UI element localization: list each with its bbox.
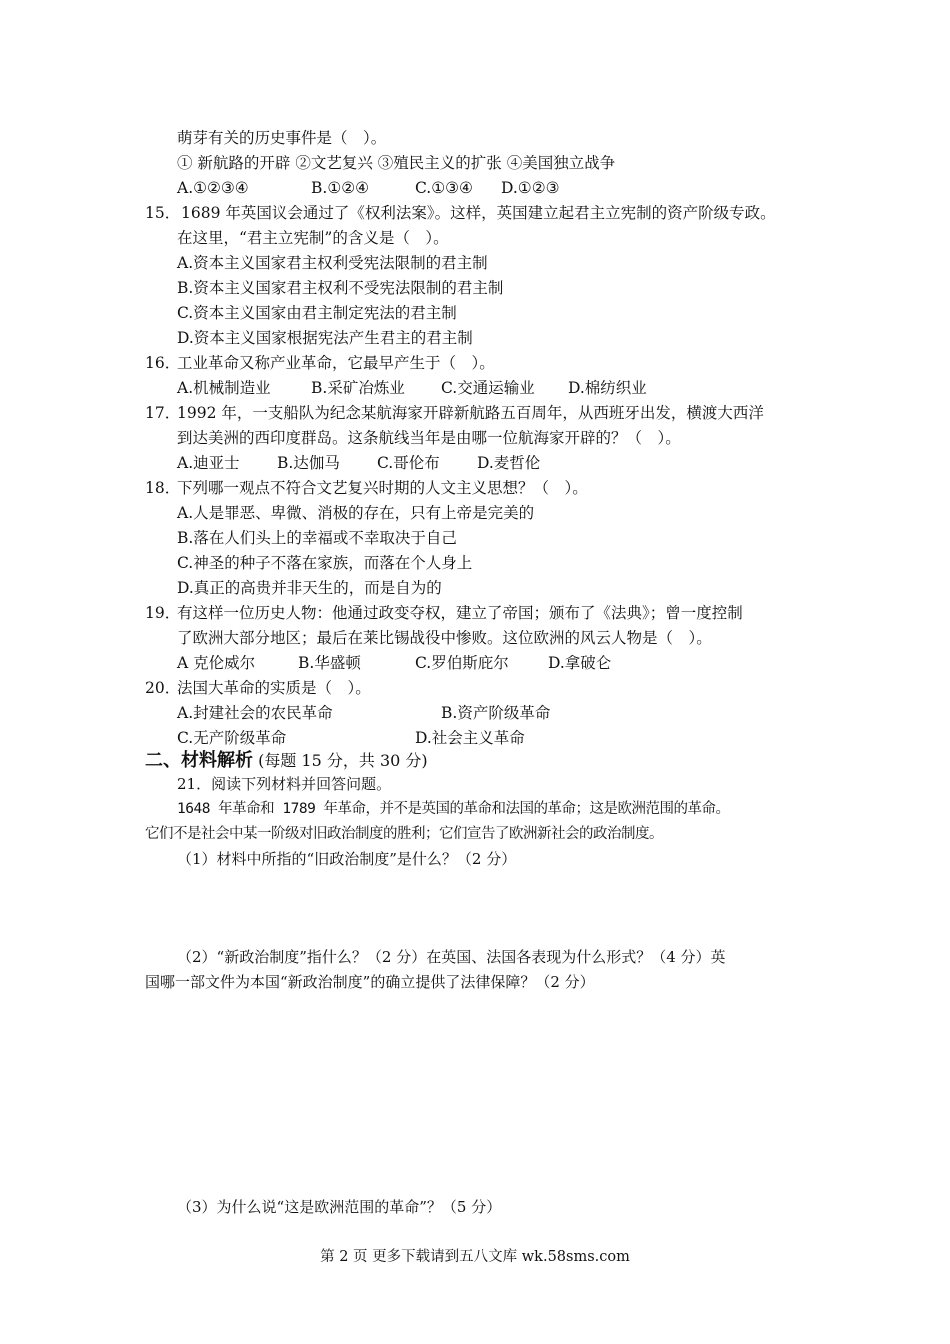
question-15-option-b: B.资本主义国家君主权利不受宪法限制的君主制 — [177, 279, 504, 297]
question-16-option-d: D.棉纺织业 — [568, 379, 647, 397]
question-14-continuation: 萌芽有关的历史事件是（ ）。 — [177, 129, 387, 147]
question-19-number: 19． — [145, 604, 181, 622]
section-2-title: 二、材料解析 — [145, 750, 253, 771]
question-17-option-c: C.哥伦布 — [377, 454, 440, 472]
question-20-option-b: B.资产阶级革命 — [441, 704, 551, 722]
question-17-option-d: D.麦哲伦 — [477, 454, 541, 472]
question-16-option-b: B.采矿冶炼业 — [311, 379, 405, 397]
question-19-line-1: 有这样一位历史人物：他通过政变夺权，建立了帝国；颁布了《法典》；曾一度控制 — [177, 604, 743, 622]
question-18-option-c: C.神圣的种子不落在家族，而落在个人身上 — [177, 554, 473, 572]
question-17-number: 17． — [145, 404, 181, 422]
question-17-option-a: A.迪亚士 — [177, 454, 240, 472]
question-21-sub-3: （3）为什么说“这是欧洲范围的革命”？（5 分） — [177, 1198, 502, 1216]
question-16-line-1: 工业革命又称产业革命，它最早产生于（ ）。 — [177, 354, 495, 372]
question-15-option-c: C.资本主义国家由君主制定宪法的君主制 — [177, 304, 457, 322]
question-21-intro: 21．阅读下列材料并回答问题。 — [177, 775, 392, 793]
question-15-number: 15． — [145, 204, 181, 222]
question-19-option-c: C.罗伯斯庇尔 — [415, 654, 509, 672]
question-15-line-1: 1689 年英国议会通过了《权利法案》。这样，英国建立起君主立宪制的资产阶级专政。 — [181, 204, 776, 222]
question-14-items: ① 新航路的开辟 ②文艺复兴 ③殖民主义的扩张 ④美国独立战争 — [177, 154, 616, 172]
question-16-number: 16． — [145, 354, 181, 372]
question-18-option-d: D.真正的高贵并非天生的，而是自为的 — [177, 579, 442, 597]
question-21-sub-2-line-1: （2）“新政治制度”指什么？（2 分）在英国、法国各表现为什么形式？（4 分）英 — [177, 948, 726, 966]
question-17-line-1: 1992 年，一支船队为纪念某航海家开辟新航路五百周年，从西班牙出发，横渡大西洋 — [177, 404, 764, 422]
question-18-option-a: A.人是罪恶、卑微、消极的存在，只有上帝是完美的 — [177, 504, 535, 522]
page-footer: 第 2 页 更多下载请到五八文库 wk.58sms.com — [320, 1249, 630, 1265]
question-21-sub-2-line-2: 国哪一部文件为本国“新政治制度”的确立提供了法律保障？（2 分） — [145, 973, 595, 991]
question-18-line-1: 下列哪一观点不符合文艺复兴时期的人文主义思想？（ ）。 — [177, 479, 588, 497]
question-16-option-c: C.交通运输业 — [441, 379, 535, 397]
question-20-number: 20． — [145, 679, 181, 697]
question-15-option-a: A.资本主义国家君主权利受宪法限制的君主制 — [177, 254, 488, 272]
question-19-option-d: D.拿破仑 — [548, 654, 612, 672]
question-14-option-b: B.①②④ — [311, 179, 370, 197]
question-20-option-d: D.社会主义革命 — [415, 729, 525, 747]
question-17-line-2: 到达美洲的西印度群岛。这条航线当年是由哪一位航海家开辟的？（ ）。 — [177, 429, 681, 447]
question-21-sub-1: （1）材料中所指的“旧政治制度”是什么？（2 分） — [177, 850, 517, 868]
question-20-option-a: A.封建社会的农民革命 — [177, 704, 333, 722]
question-14-option-d: D.①②③ — [501, 179, 560, 197]
question-21-material-line-1: 1648 年革命和 1789 年革命，并不是英国的革命和法国的革命；这是欧洲范围的革命。 — [177, 801, 730, 817]
question-19-line-2: 了欧洲大部分地区；最后在莱比锡战役中惨败。这位欧洲的风云人物是（ ）。 — [177, 629, 712, 647]
question-20-option-c: C.无产阶级革命 — [177, 729, 287, 747]
section-2-heading — [145, 750, 428, 772]
section-2-subtitle: (每题 15 分，共 30 分) — [253, 751, 428, 770]
question-17-option-b: B.达伽马 — [277, 454, 340, 472]
question-21-material-line-2: 它们不是社会中某一阶级对旧政治制度的胜利；它们宣告了欧洲新社会的政治制度。 — [145, 826, 663, 842]
question-15-option-d: D.资本主义国家根据宪法产生君主的君主制 — [177, 329, 473, 347]
question-14-option-a: A.①②③④ — [177, 179, 249, 197]
question-19-option-a: A 克伦威尔 — [177, 654, 256, 672]
question-16-option-a: A.机械制造业 — [177, 379, 271, 397]
question-20-line-1: 法国大革命的实质是（ ）。 — [177, 679, 371, 697]
question-14-option-c: C.①③④ — [415, 179, 473, 197]
question-19-option-b: B.华盛顿 — [298, 654, 361, 672]
question-18-option-b: B.落在人们头上的幸福或不幸取决于自己 — [177, 529, 457, 547]
question-15-line-2: 在这里，“君主立宪制”的含义是（ ）。 — [177, 229, 449, 247]
question-18-number: 18． — [145, 479, 181, 497]
